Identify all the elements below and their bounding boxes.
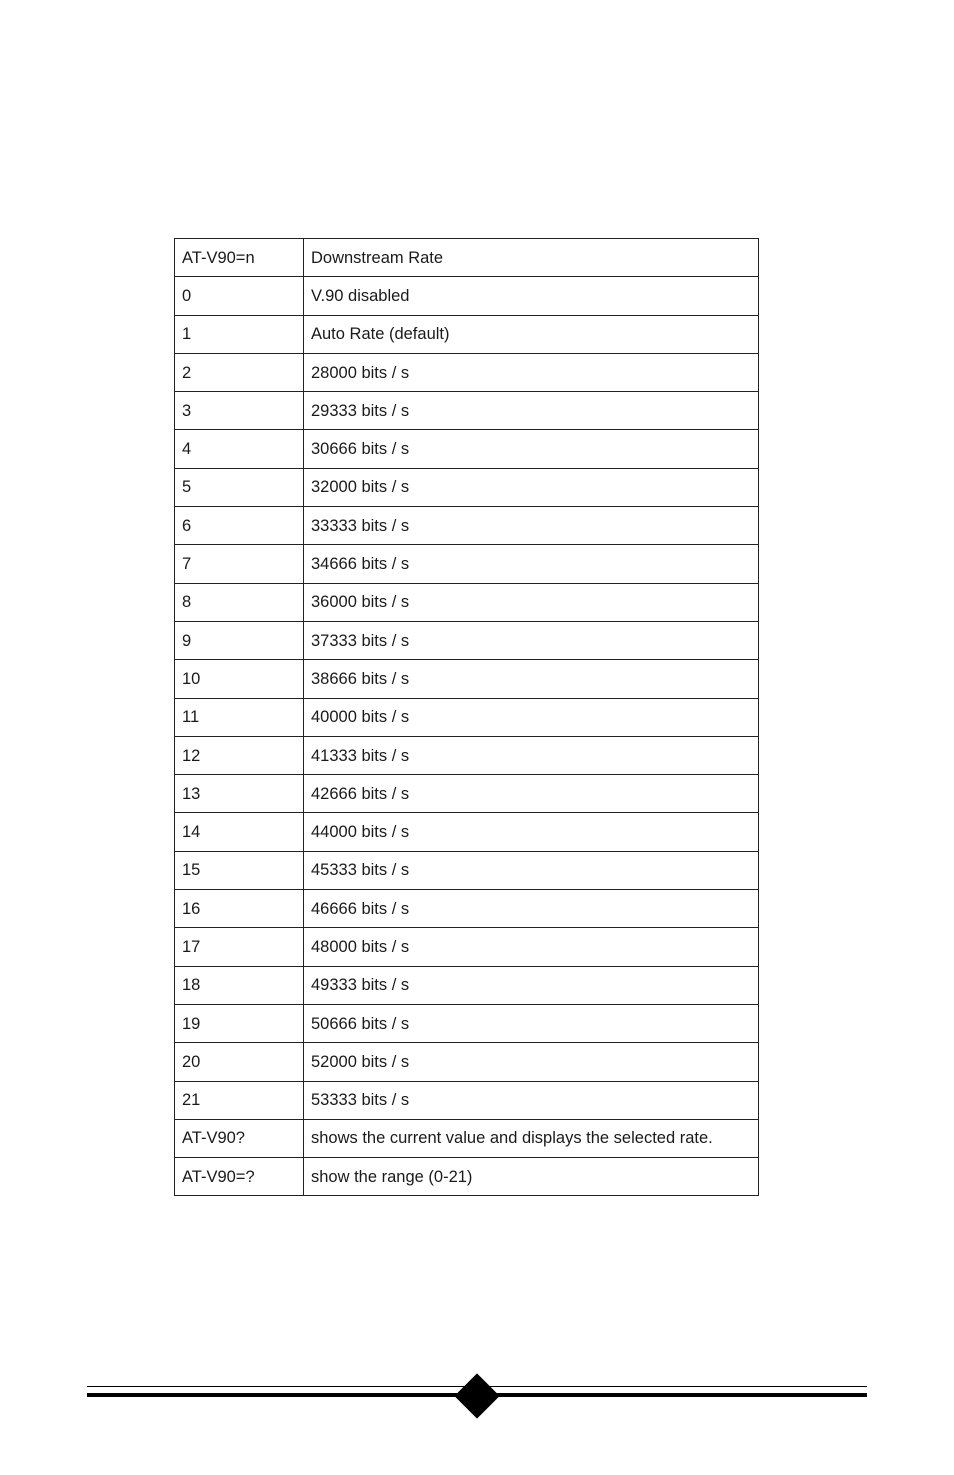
table-row xyxy=(175,775,759,813)
description-cell: 49333 bits / s xyxy=(304,966,759,1004)
description-cell: shows the current value and displays the selected rate. xyxy=(304,1119,759,1157)
header-description-cell: Downstream Rate xyxy=(304,239,759,277)
table-row xyxy=(175,545,759,583)
command-cell: 20 xyxy=(175,1043,304,1081)
description-cell: 41333 bits / s xyxy=(304,736,759,774)
command-cell: 14 xyxy=(175,813,304,851)
table-row xyxy=(175,660,759,698)
command-cell: 18 xyxy=(175,966,304,1004)
table-row xyxy=(175,698,759,736)
table-row xyxy=(175,1158,759,1196)
table-row xyxy=(175,966,759,1004)
command-cell: 5 xyxy=(175,468,304,506)
description-cell: 32000 bits / s xyxy=(304,468,759,506)
table-row xyxy=(175,277,759,315)
command-cell: 21 xyxy=(175,1081,304,1119)
table-row xyxy=(175,507,759,545)
command-cell: 0 xyxy=(175,277,304,315)
command-cell: 1 xyxy=(175,315,304,353)
command-cell: 2 xyxy=(175,353,304,391)
command-cell: 10 xyxy=(175,660,304,698)
command-cell: 6 xyxy=(175,507,304,545)
description-cell: 44000 bits / s xyxy=(304,813,759,851)
description-cell: 28000 bits / s xyxy=(304,353,759,391)
description-cell: show the range (0-21) xyxy=(304,1158,759,1196)
description-cell: 46666 bits / s xyxy=(304,890,759,928)
description-cell: 48000 bits / s xyxy=(304,928,759,966)
downstream-rate-table xyxy=(174,238,759,1196)
description-cell: 50666 bits / s xyxy=(304,1004,759,1042)
description-cell: 30666 bits / s xyxy=(304,430,759,468)
table-row xyxy=(175,1081,759,1119)
description-cell: 37333 bits / s xyxy=(304,621,759,659)
table-row xyxy=(175,1004,759,1042)
description-cell: V.90 disabled xyxy=(304,277,759,315)
command-cell: 13 xyxy=(175,775,304,813)
table-row xyxy=(175,813,759,851)
description-cell: 33333 bits / s xyxy=(304,507,759,545)
command-cell: 16 xyxy=(175,890,304,928)
command-cell: 7 xyxy=(175,545,304,583)
command-cell: 17 xyxy=(175,928,304,966)
table-row xyxy=(175,1119,759,1157)
table-row xyxy=(175,890,759,928)
command-cell: AT-V90? xyxy=(175,1119,304,1157)
command-cell: 11 xyxy=(175,698,304,736)
table-body xyxy=(175,239,759,1196)
description-cell: 42666 bits / s xyxy=(304,775,759,813)
description-cell: 36000 bits / s xyxy=(304,583,759,621)
table-row xyxy=(175,736,759,774)
description-cell: 40000 bits / s xyxy=(304,698,759,736)
table-header-row xyxy=(175,239,759,277)
table-row xyxy=(175,851,759,889)
table-row xyxy=(175,468,759,506)
diamond-divider-icon xyxy=(454,1373,499,1418)
description-cell: 53333 bits / s xyxy=(304,1081,759,1119)
command-cell: 8 xyxy=(175,583,304,621)
description-cell: Auto Rate (default) xyxy=(304,315,759,353)
command-cell: AT-V90=? xyxy=(175,1158,304,1196)
header-command-cell: AT-V90=n xyxy=(175,239,304,277)
table-row xyxy=(175,315,759,353)
command-cell: 19 xyxy=(175,1004,304,1042)
table-row xyxy=(175,430,759,468)
table-row xyxy=(175,353,759,391)
description-cell: 34666 bits / s xyxy=(304,545,759,583)
description-cell: 38666 bits / s xyxy=(304,660,759,698)
command-cell: 4 xyxy=(175,430,304,468)
command-cell: 15 xyxy=(175,851,304,889)
command-cell: 3 xyxy=(175,392,304,430)
table-row xyxy=(175,928,759,966)
table-row xyxy=(175,1043,759,1081)
description-cell: 29333 bits / s xyxy=(304,392,759,430)
description-cell: 52000 bits / s xyxy=(304,1043,759,1081)
table-row xyxy=(175,583,759,621)
description-cell: 45333 bits / s xyxy=(304,851,759,889)
command-cell: 12 xyxy=(175,736,304,774)
command-cell: 9 xyxy=(175,621,304,659)
table-row xyxy=(175,392,759,430)
table-row xyxy=(175,621,759,659)
